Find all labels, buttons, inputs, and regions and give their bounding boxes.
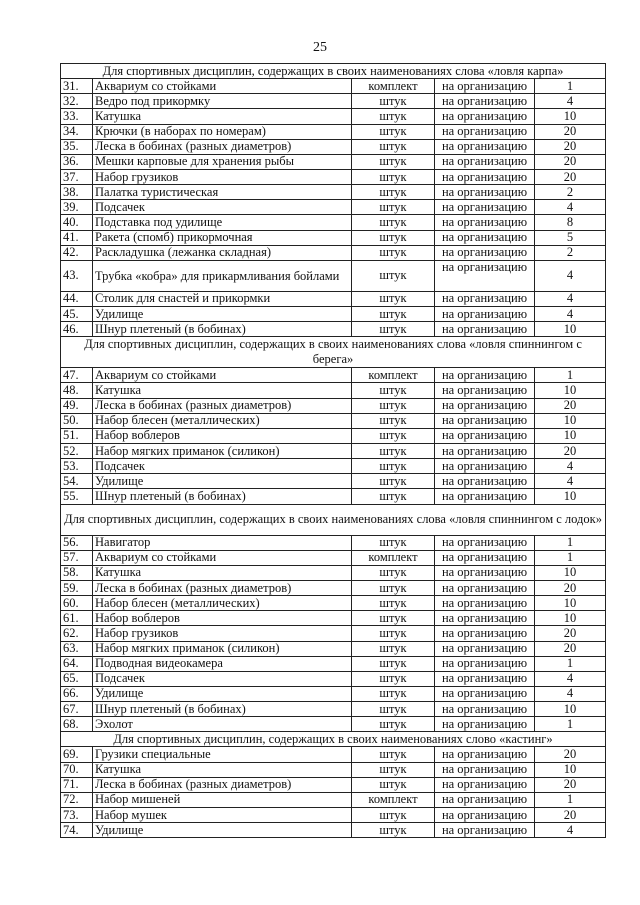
item-unit: штук bbox=[352, 398, 435, 413]
item-name: Ведро под прикормку bbox=[93, 94, 352, 109]
item-number: 61. bbox=[61, 611, 93, 626]
table-row bbox=[61, 762, 606, 777]
item-number: 65. bbox=[61, 671, 93, 686]
item-number: 54. bbox=[61, 474, 93, 489]
item-number: 73. bbox=[61, 808, 93, 823]
item-name: Эхолот bbox=[93, 717, 352, 732]
item-quantity: 10 bbox=[535, 565, 606, 580]
table-row bbox=[61, 550, 606, 565]
item-name: Удилище bbox=[93, 306, 352, 321]
item-quantity: 1 bbox=[535, 550, 606, 565]
item-number: 38. bbox=[61, 185, 93, 200]
item-quantity: 1 bbox=[535, 717, 606, 732]
item-unit: штук bbox=[352, 762, 435, 777]
item-quantity: 20 bbox=[535, 154, 606, 169]
item-assignment: на организацию bbox=[435, 443, 535, 458]
item-assignment: на организацию bbox=[435, 215, 535, 230]
item-number: 70. bbox=[61, 762, 93, 777]
item-unit: штук bbox=[352, 747, 435, 762]
item-unit: штук bbox=[352, 245, 435, 260]
item-number: 49. bbox=[61, 398, 93, 413]
item-number: 51. bbox=[61, 428, 93, 443]
item-quantity: 5 bbox=[535, 230, 606, 245]
item-number: 48. bbox=[61, 383, 93, 398]
table-row bbox=[61, 747, 606, 762]
item-assignment: на организацию bbox=[435, 94, 535, 109]
item-name: Крючки (в наборах по номерам) bbox=[93, 124, 352, 139]
item-assignment: на организацию bbox=[435, 124, 535, 139]
item-quantity: 2 bbox=[535, 185, 606, 200]
item-number: 31. bbox=[61, 79, 93, 94]
item-unit: штук bbox=[352, 443, 435, 458]
item-number: 50. bbox=[61, 413, 93, 428]
table-row bbox=[61, 443, 606, 458]
item-name: Мешки карповые для хранения рыбы bbox=[93, 154, 352, 169]
item-number: 62. bbox=[61, 626, 93, 641]
item-assignment: на организацию bbox=[435, 79, 535, 94]
section-title: Для спортивных дисциплин, содержащих в своих наименованиях слова «ловля спиннингом с лодок» bbox=[61, 504, 606, 535]
item-unit: штук bbox=[352, 109, 435, 124]
item-number: 46. bbox=[61, 322, 93, 337]
item-name: Катушка bbox=[93, 383, 352, 398]
item-assignment: на организацию bbox=[435, 428, 535, 443]
table-row bbox=[61, 200, 606, 215]
item-name: Набор мягких приманок (силикон) bbox=[93, 443, 352, 458]
item-quantity: 1 bbox=[535, 535, 606, 550]
item-number: 32. bbox=[61, 94, 93, 109]
table-row bbox=[61, 383, 606, 398]
item-name: Набор мягких приманок (силикон) bbox=[93, 641, 352, 656]
item-unit: штук bbox=[352, 139, 435, 154]
table-row bbox=[61, 322, 606, 337]
item-name: Набор блесен (металлических) bbox=[93, 596, 352, 611]
table-row bbox=[61, 474, 606, 489]
item-name: Леска в бобинах (разных диаметров) bbox=[93, 777, 352, 792]
item-quantity: 1 bbox=[535, 792, 606, 807]
page-number: 25 bbox=[313, 40, 327, 55]
table-row bbox=[61, 291, 606, 306]
item-unit: штук bbox=[352, 565, 435, 580]
item-number: 69. bbox=[61, 747, 93, 762]
item-quantity: 4 bbox=[535, 686, 606, 701]
item-unit: комплект bbox=[352, 550, 435, 565]
item-quantity: 20 bbox=[535, 626, 606, 641]
table-row bbox=[61, 154, 606, 169]
item-unit: штук bbox=[352, 671, 435, 686]
item-quantity: 20 bbox=[535, 169, 606, 184]
item-assignment: на организацию bbox=[435, 777, 535, 792]
item-number: 40. bbox=[61, 215, 93, 230]
item-number: 41. bbox=[61, 230, 93, 245]
item-unit: штук bbox=[352, 200, 435, 215]
item-assignment: на организацию bbox=[435, 702, 535, 717]
table-row bbox=[61, 656, 606, 671]
item-name: Аквариум со стойками bbox=[93, 368, 352, 383]
item-unit: штук bbox=[352, 611, 435, 626]
table-row bbox=[61, 230, 606, 245]
item-number: 36. bbox=[61, 154, 93, 169]
item-unit: штук bbox=[352, 428, 435, 443]
item-quantity: 4 bbox=[535, 200, 606, 215]
table-row bbox=[61, 368, 606, 383]
item-assignment: на организацию bbox=[435, 808, 535, 823]
section-header-row bbox=[61, 64, 606, 79]
item-unit: штук bbox=[352, 686, 435, 701]
item-assignment: на организацию bbox=[435, 185, 535, 200]
item-quantity: 10 bbox=[535, 596, 606, 611]
item-unit: штук bbox=[352, 656, 435, 671]
item-quantity: 20 bbox=[535, 747, 606, 762]
table-row bbox=[61, 79, 606, 94]
item-unit: штук bbox=[352, 580, 435, 595]
table-row bbox=[61, 641, 606, 656]
table-row bbox=[61, 139, 606, 154]
item-name: Набор грузиков bbox=[93, 169, 352, 184]
section-title: Для спортивных дисциплин, содержащих в своих наименованиях слова «ловля карпа» bbox=[61, 64, 606, 79]
item-number: 66. bbox=[61, 686, 93, 701]
item-unit: штук bbox=[352, 169, 435, 184]
item-unit: штук bbox=[352, 306, 435, 321]
item-unit: штук bbox=[352, 154, 435, 169]
item-unit: комплект bbox=[352, 368, 435, 383]
table-row bbox=[61, 717, 606, 732]
item-quantity: 4 bbox=[535, 474, 606, 489]
table-row bbox=[61, 124, 606, 139]
table-row bbox=[61, 413, 606, 428]
item-unit: штук bbox=[352, 717, 435, 732]
item-number: 55. bbox=[61, 489, 93, 504]
item-name: Набор блесен (металлических) bbox=[93, 413, 352, 428]
item-quantity: 20 bbox=[535, 808, 606, 823]
item-unit: штук bbox=[352, 823, 435, 838]
item-assignment: на организацию bbox=[435, 656, 535, 671]
table-row bbox=[61, 580, 606, 595]
item-name: Шнур плетеный (в бобинах) bbox=[93, 489, 352, 504]
item-quantity: 10 bbox=[535, 413, 606, 428]
item-number: 35. bbox=[61, 139, 93, 154]
equipment-table-body bbox=[61, 64, 606, 838]
table-row bbox=[61, 245, 606, 260]
item-number: 59. bbox=[61, 580, 93, 595]
item-name: Удилище bbox=[93, 474, 352, 489]
item-number: 33. bbox=[61, 109, 93, 124]
item-name: Грузики специальные bbox=[93, 747, 352, 762]
table-row bbox=[61, 109, 606, 124]
item-assignment: на организацию bbox=[435, 474, 535, 489]
item-quantity: 10 bbox=[535, 322, 606, 337]
table-row bbox=[61, 428, 606, 443]
item-name: Подсачек bbox=[93, 671, 352, 686]
item-unit: штук bbox=[352, 94, 435, 109]
item-name: Удилище bbox=[93, 823, 352, 838]
item-quantity: 4 bbox=[535, 823, 606, 838]
item-name: Столик для снастей и прикормки bbox=[93, 291, 352, 306]
item-assignment: на организацию bbox=[435, 109, 535, 124]
item-quantity: 1 bbox=[535, 656, 606, 671]
item-unit: штук bbox=[352, 808, 435, 823]
item-unit: штук bbox=[352, 489, 435, 504]
item-unit: штук bbox=[352, 777, 435, 792]
item-number: 74. bbox=[61, 823, 93, 838]
item-unit: штук bbox=[352, 185, 435, 200]
section-title: Для спортивных дисциплин, содержащих в своих наименованиях слова «ловля спиннингом с берега» bbox=[61, 337, 606, 368]
item-quantity: 10 bbox=[535, 702, 606, 717]
item-assignment: на организацию bbox=[435, 596, 535, 611]
item-assignment: на организацию bbox=[435, 398, 535, 413]
item-unit: штук bbox=[352, 459, 435, 474]
item-quantity: 10 bbox=[535, 762, 606, 777]
item-assignment: на организацию bbox=[435, 823, 535, 838]
item-unit: штук bbox=[352, 260, 435, 291]
table-row bbox=[61, 185, 606, 200]
item-number: 39. bbox=[61, 200, 93, 215]
item-number: 47. bbox=[61, 368, 93, 383]
item-number: 37. bbox=[61, 169, 93, 184]
item-number: 63. bbox=[61, 641, 93, 656]
item-number: 64. bbox=[61, 656, 93, 671]
item-assignment: на организацию bbox=[435, 245, 535, 260]
table-row bbox=[61, 398, 606, 413]
item-assignment: на организацию bbox=[435, 535, 535, 550]
item-quantity: 20 bbox=[535, 777, 606, 792]
item-unit: штук bbox=[352, 702, 435, 717]
item-unit: штук bbox=[352, 596, 435, 611]
item-assignment: на организацию bbox=[435, 383, 535, 398]
table-row bbox=[61, 260, 606, 291]
table-row bbox=[61, 626, 606, 641]
item-unit: штук bbox=[352, 641, 435, 656]
item-assignment: на организацию bbox=[435, 260, 535, 291]
item-name: Леска в бобинах (разных диаметров) bbox=[93, 398, 352, 413]
item-assignment: на организацию bbox=[435, 306, 535, 321]
item-name: Катушка bbox=[93, 762, 352, 777]
item-quantity: 2 bbox=[535, 245, 606, 260]
item-name: Набор мушек bbox=[93, 808, 352, 823]
table-row bbox=[61, 596, 606, 611]
item-assignment: на организацию bbox=[435, 580, 535, 595]
table-row bbox=[61, 459, 606, 474]
item-number: 42. bbox=[61, 245, 93, 260]
item-assignment: на организацию bbox=[435, 641, 535, 656]
item-quantity: 10 bbox=[535, 383, 606, 398]
item-name: Удилище bbox=[93, 686, 352, 701]
item-assignment: на организацию bbox=[435, 413, 535, 428]
table-row bbox=[61, 215, 606, 230]
item-name: Ракета (спомб) прикормочная bbox=[93, 230, 352, 245]
table-row bbox=[61, 777, 606, 792]
item-quantity: 4 bbox=[535, 291, 606, 306]
table-row bbox=[61, 686, 606, 701]
item-name: Подводная видеокамера bbox=[93, 656, 352, 671]
item-number: 57. bbox=[61, 550, 93, 565]
item-assignment: на организацию bbox=[435, 686, 535, 701]
table-row bbox=[61, 535, 606, 550]
item-number: 60. bbox=[61, 596, 93, 611]
item-name: Шнур плетеный (в бобинах) bbox=[93, 322, 352, 337]
item-name: Подставка под удилище bbox=[93, 215, 352, 230]
item-quantity: 20 bbox=[535, 580, 606, 595]
item-number: 68. bbox=[61, 717, 93, 732]
item-name: Аквариум со стойками bbox=[93, 79, 352, 94]
item-number: 71. bbox=[61, 777, 93, 792]
item-quantity: 20 bbox=[535, 124, 606, 139]
item-quantity: 4 bbox=[535, 306, 606, 321]
item-quantity: 10 bbox=[535, 109, 606, 124]
item-unit: комплект bbox=[352, 792, 435, 807]
item-unit: комплект bbox=[352, 79, 435, 94]
item-number: 44. bbox=[61, 291, 93, 306]
item-assignment: на организацию bbox=[435, 671, 535, 686]
item-unit: штук bbox=[352, 383, 435, 398]
table-row bbox=[61, 489, 606, 504]
table-row bbox=[61, 823, 606, 838]
section-header-row bbox=[61, 504, 606, 535]
item-name: Катушка bbox=[93, 565, 352, 580]
item-unit: штук bbox=[352, 535, 435, 550]
item-assignment: на организацию bbox=[435, 565, 535, 580]
item-name: Навигатор bbox=[93, 535, 352, 550]
item-assignment: на организацию bbox=[435, 489, 535, 504]
item-assignment: на организацию bbox=[435, 717, 535, 732]
item-quantity: 4 bbox=[535, 94, 606, 109]
item-name: Леска в бобинах (разных диаметров) bbox=[93, 580, 352, 595]
item-name: Катушка bbox=[93, 109, 352, 124]
item-assignment: на организацию bbox=[435, 792, 535, 807]
item-quantity: 8 bbox=[535, 215, 606, 230]
item-quantity: 20 bbox=[535, 139, 606, 154]
item-assignment: на организацию bbox=[435, 169, 535, 184]
item-name: Палатка туристическая bbox=[93, 185, 352, 200]
item-quantity: 4 bbox=[535, 671, 606, 686]
item-quantity: 20 bbox=[535, 398, 606, 413]
item-assignment: на организацию bbox=[435, 230, 535, 245]
item-name: Набор воблеров bbox=[93, 611, 352, 626]
table-row bbox=[61, 808, 606, 823]
item-unit: штук bbox=[352, 215, 435, 230]
item-assignment: на организацию bbox=[435, 762, 535, 777]
item-name: Подсачек bbox=[93, 200, 352, 215]
item-number: 58. bbox=[61, 565, 93, 580]
item-assignment: на организацию bbox=[435, 626, 535, 641]
item-number: 45. bbox=[61, 306, 93, 321]
item-assignment: на организацию bbox=[435, 747, 535, 762]
item-quantity: 10 bbox=[535, 611, 606, 626]
item-unit: штук bbox=[352, 291, 435, 306]
table-row bbox=[61, 169, 606, 184]
item-name: Аквариум со стойками bbox=[93, 550, 352, 565]
item-name: Трубка «кобра» для прикармливания бойлами bbox=[93, 260, 352, 291]
item-assignment: на организацию bbox=[435, 154, 535, 169]
item-number: 53. bbox=[61, 459, 93, 474]
table-row bbox=[61, 702, 606, 717]
item-name: Набор грузиков bbox=[93, 626, 352, 641]
item-assignment: на организацию bbox=[435, 291, 535, 306]
item-quantity: 4 bbox=[535, 260, 606, 291]
item-unit: штук bbox=[352, 474, 435, 489]
table-row bbox=[61, 792, 606, 807]
item-quantity: 4 bbox=[535, 459, 606, 474]
item-assignment: на организацию bbox=[435, 611, 535, 626]
item-unit: штук bbox=[352, 322, 435, 337]
table-row bbox=[61, 611, 606, 626]
item-quantity: 1 bbox=[535, 79, 606, 94]
table-row bbox=[61, 94, 606, 109]
item-name: Леска в бобинах (разных диаметров) bbox=[93, 139, 352, 154]
item-name: Набор воблеров bbox=[93, 428, 352, 443]
item-number: 43. bbox=[61, 260, 93, 291]
item-assignment: на организацию bbox=[435, 550, 535, 565]
table-row bbox=[61, 565, 606, 580]
item-number: 56. bbox=[61, 535, 93, 550]
equipment-table bbox=[60, 63, 606, 838]
item-name: Набор мишеней bbox=[93, 792, 352, 807]
item-quantity: 20 bbox=[535, 641, 606, 656]
item-unit: штук bbox=[352, 230, 435, 245]
item-unit: штук bbox=[352, 413, 435, 428]
item-quantity: 1 bbox=[535, 368, 606, 383]
item-unit: штук bbox=[352, 124, 435, 139]
item-quantity: 10 bbox=[535, 428, 606, 443]
item-assignment: на организацию bbox=[435, 368, 535, 383]
item-number: 34. bbox=[61, 124, 93, 139]
section-header-row bbox=[61, 337, 606, 368]
item-quantity: 20 bbox=[535, 443, 606, 458]
item-assignment: на организацию bbox=[435, 459, 535, 474]
item-number: 52. bbox=[61, 443, 93, 458]
table-row bbox=[61, 306, 606, 321]
item-number: 67. bbox=[61, 702, 93, 717]
item-assignment: на организацию bbox=[435, 139, 535, 154]
item-name: Раскладушка (лежанка складная) bbox=[93, 245, 352, 260]
item-quantity: 10 bbox=[535, 489, 606, 504]
section-title: Для спортивных дисциплин, содержащих в своих наименованиях слово «кастинг» bbox=[61, 732, 606, 747]
item-name: Шнур плетеный (в бобинах) bbox=[93, 702, 352, 717]
item-number: 72. bbox=[61, 792, 93, 807]
item-unit: штук bbox=[352, 626, 435, 641]
item-name: Подсачек bbox=[93, 459, 352, 474]
item-assignment: на организацию bbox=[435, 200, 535, 215]
section-header-row bbox=[61, 732, 606, 747]
table-row bbox=[61, 671, 606, 686]
item-assignment: на организацию bbox=[435, 322, 535, 337]
